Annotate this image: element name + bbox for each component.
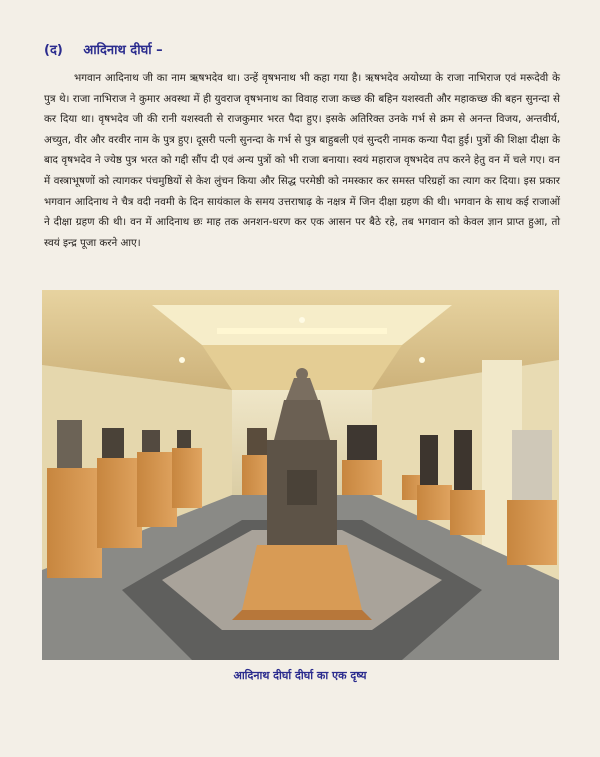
gallery-photo	[42, 290, 559, 660]
section-title: आदिनाथ दीर्घा –	[83, 43, 163, 58]
body-paragraph: भगवान आदिनाथ जी का नाम ऋषभदेव था। उन्हें वृषभनाथ भी कहा गया है। ऋषभदेव अयोध्या के राजा नाभिराज एवं मरूदेवी के पुत्र थे। राजा नाभिराज ने कुमार अवस्था में ही युवराज वृषभनाथ का विवाह राजा कच्छ की बहिन यशस्वती और महाकच्छ की बहन सुनन्दा से कर दिया था। वृषभदेव जी की रानी यशस्वती से राजकुमार भरत पैदा हुए। इसके अतिरिक्त उनके गर्भ से क्रम से अनन्त विजय, अन्तवीर्य, अच्युत, वीर और वरवीर नाम के पुत्र हुए। दूसरी पत्नी सुनन्दा के गर्भ से पुत्र बाहुबली एवं सुन्दरी नामक कन्या पैदा हुई। पुत्रों की शिक्षा दीक्षा के बाद वृषभदेव ने ज्येष्ठ पुत्र भरत को गद्दी सौंप दी एवं अन्य पुत्रों को भी राजा बनाया। स्वयं महाराज वृषभदेव तप करने हेतु वन में चले गए। वन में वस्त्राभूषणों को त्यागकर पंचमुष्ठियों से केश लुंचन किया और सिद्ध परमेष्ठी को नमस्कार कर समस्त परिग्रहों का त्याग कर दिया। इस प्रकार भगवान आदिनाथ ने चैत्र वदी नवमी के दिन सायंकाल के समय उत्तराषाढ़ के नक्षत्र में जिन दीक्षा ग्रहण की थी। भगवान के साथ कई राजाओं ने दीक्षा ग्रहण की थी। वन में आदिनाथ छः माह तक अनशन-धरण कर एक आसन पर बैठे रहे, तब भगवान को केवल ज्ञान प्राप्त हुआ, तो स्वयं इन्द्र पूजा करने आए।	[44, 72, 560, 249]
section-marker: (द)	[44, 43, 63, 58]
photo-caption: आदिनाथ दीर्घा दीर्घा का एक दृष्य	[233, 669, 367, 682]
section-heading	[44, 40, 163, 58]
